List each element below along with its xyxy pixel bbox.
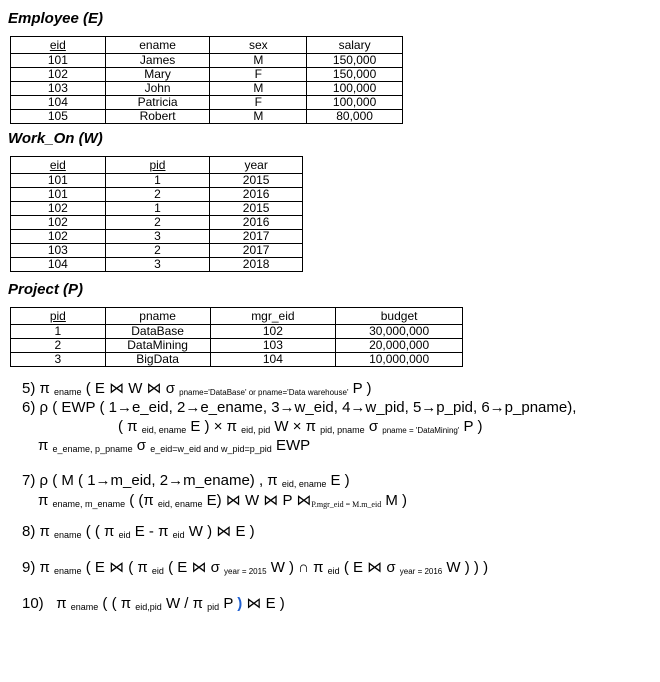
table-header-row bbox=[11, 308, 463, 325]
table-cell: 3 bbox=[105, 230, 210, 244]
query-10: 10) π ename ( ( π eid,pid W / π pid P ) ⋈ E ) bbox=[22, 595, 285, 612]
table-cell: 102 bbox=[210, 325, 336, 339]
table-cell: 2016 bbox=[210, 216, 303, 230]
table-cell: M bbox=[210, 82, 307, 96]
table-row bbox=[11, 258, 303, 272]
query-7-projection: π ename, m_ename ( (π eid, ename E) ⋈ W ⋈ P ⋈P.mgr_eid = M.m_eid M ) bbox=[38, 492, 408, 509]
table-cell: 1 bbox=[11, 325, 106, 339]
table-cell: 3 bbox=[11, 353, 106, 367]
table-cell: 105 bbox=[11, 110, 106, 124]
work-on-table bbox=[10, 156, 303, 272]
column-header: eid bbox=[11, 157, 106, 174]
table-cell: 2016 bbox=[210, 188, 303, 202]
query-6-product: ( π eid, ename E ) × π eid, pid W × π pid, pname σ pname = 'DataMining' P ) bbox=[118, 418, 483, 435]
table-cell: DataMining bbox=[105, 339, 210, 353]
query-5: 5) π ename ( E ⋈ W ⋈ σ pname='DataBase' or pname='Data warehouse' P ) bbox=[22, 380, 372, 397]
query-6-rename: 6) ρ ( EWP ( 1→e_eid, 2→e_ename, 3→w_eid, 4→w_pid, 5→p_pid, 6→p_pname), bbox=[22, 399, 577, 416]
table-row bbox=[11, 339, 463, 353]
table-cell: 1 bbox=[105, 174, 210, 188]
column-header: pid bbox=[105, 157, 210, 174]
table-cell: 101 bbox=[11, 188, 106, 202]
table-cell: 104 bbox=[210, 353, 336, 367]
column-header: mgr_eid bbox=[210, 308, 336, 325]
table-cell: John bbox=[105, 82, 210, 96]
table-row bbox=[11, 216, 303, 230]
table-cell: 2 bbox=[105, 188, 210, 202]
table-cell: James bbox=[105, 54, 210, 68]
table-row bbox=[11, 353, 463, 367]
employee-table bbox=[10, 36, 403, 124]
table-header-row bbox=[11, 37, 403, 54]
table-cell: 30,000,000 bbox=[336, 325, 463, 339]
table-row bbox=[11, 244, 303, 258]
table-row bbox=[11, 188, 303, 202]
column-header: ename bbox=[105, 37, 210, 54]
table-cell: 104 bbox=[11, 258, 106, 272]
table-cell: 101 bbox=[11, 54, 106, 68]
table-cell: 2017 bbox=[210, 244, 303, 258]
table-cell: 2017 bbox=[210, 230, 303, 244]
table-cell: DataBase bbox=[105, 325, 210, 339]
table-cell: 2 bbox=[11, 339, 106, 353]
table-cell: 2018 bbox=[210, 258, 303, 272]
table-cell: M bbox=[210, 54, 307, 68]
column-header: pname bbox=[105, 308, 210, 325]
table-cell: BigData bbox=[105, 353, 210, 367]
table-row bbox=[11, 110, 403, 124]
project-table bbox=[10, 307, 463, 367]
column-header: budget bbox=[336, 308, 463, 325]
table-cell: 1 bbox=[105, 202, 210, 216]
table-cell: 150,000 bbox=[307, 54, 403, 68]
query-9: 9) π ename ( E ⋈ ( π eid ( E ⋈ σ year = 2015 W ) ∩ π eid ( E ⋈ σ year = 2016 W ) ) ) bbox=[22, 559, 489, 576]
table-cell: Mary bbox=[105, 68, 210, 82]
table-cell: 103 bbox=[210, 339, 336, 353]
column-header: pid bbox=[11, 308, 106, 325]
table-cell: M bbox=[210, 110, 307, 124]
table-cell: 100,000 bbox=[307, 82, 403, 96]
table-cell: Patricia bbox=[105, 96, 210, 110]
table-cell: 102 bbox=[11, 216, 106, 230]
table-cell: 150,000 bbox=[307, 68, 403, 82]
table-cell: 101 bbox=[11, 174, 106, 188]
table-cell: F bbox=[210, 96, 307, 110]
table-row bbox=[11, 325, 463, 339]
column-header: sex bbox=[210, 37, 307, 54]
table-cell: 103 bbox=[11, 82, 106, 96]
table-cell: 100,000 bbox=[307, 96, 403, 110]
table-cell: 104 bbox=[11, 96, 106, 110]
table-cell: 102 bbox=[11, 68, 106, 82]
table-row bbox=[11, 174, 303, 188]
table-cell: 20,000,000 bbox=[336, 339, 463, 353]
employee-caption: Employee (E) bbox=[8, 10, 104, 27]
column-header: year bbox=[210, 157, 303, 174]
table-row bbox=[11, 202, 303, 216]
table-cell: Robert bbox=[105, 110, 210, 124]
table-cell: 80,000 bbox=[307, 110, 403, 124]
table-row bbox=[11, 54, 403, 68]
table-cell: 10,000,000 bbox=[336, 353, 463, 367]
work-on-caption: Work_On (W) bbox=[8, 130, 103, 147]
table-cell: 2 bbox=[105, 216, 210, 230]
table-cell: 3 bbox=[105, 258, 210, 272]
table-row bbox=[11, 82, 403, 96]
project-caption: Project (P) bbox=[8, 281, 84, 298]
query-8: 8) π ename ( ( π eid E - π eid W ) ⋈ E ) bbox=[22, 523, 255, 540]
column-header: salary bbox=[307, 37, 403, 54]
query-7-rename: 7) ρ ( M ( 1→m_eid, 2→m_ename) , π eid, ename E ) bbox=[22, 472, 350, 489]
table-cell: F bbox=[210, 68, 307, 82]
table-row bbox=[11, 68, 403, 82]
table-cell: 102 bbox=[11, 230, 106, 244]
column-header: eid bbox=[11, 37, 106, 54]
table-cell: 102 bbox=[11, 202, 106, 216]
table-cell: 2015 bbox=[210, 202, 303, 216]
table-cell: 2015 bbox=[210, 174, 303, 188]
table-header-row bbox=[11, 157, 303, 174]
table-cell: 103 bbox=[11, 244, 106, 258]
query-6-projection: π e_ename, p_pname σ e_eid=w_eid and w_pid=p_pid EWP bbox=[38, 437, 311, 454]
table-row bbox=[11, 96, 403, 110]
table-row bbox=[11, 230, 303, 244]
table-cell: 2 bbox=[105, 244, 210, 258]
